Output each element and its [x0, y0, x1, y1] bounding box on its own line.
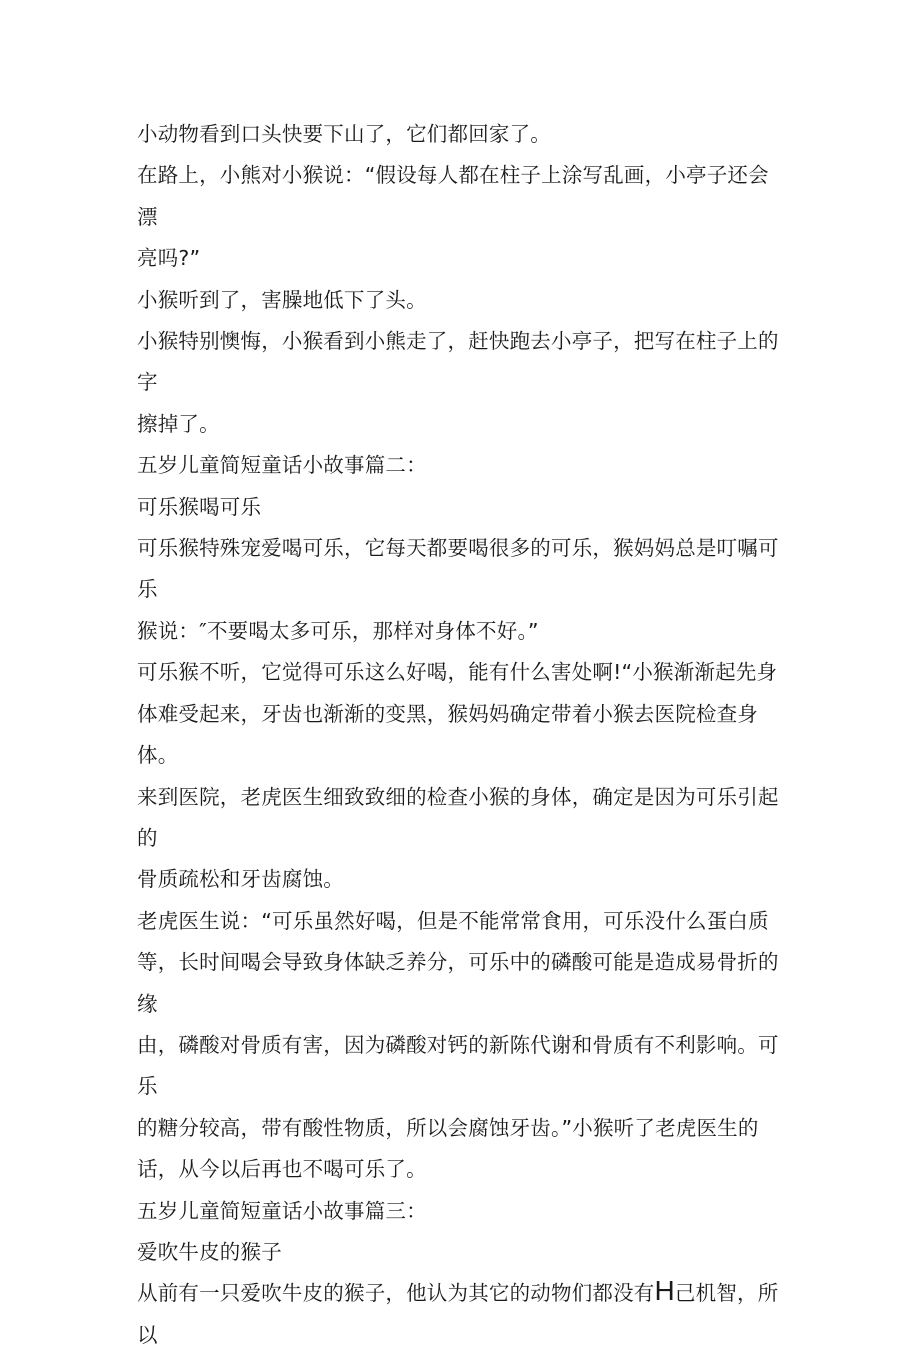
paragraph-sunset	[137, 114, 787, 155]
text-line: 体难受起来，牙齿也渐渐的变黑，猴妈妈确定带着小猴去医院检查身体。	[137, 701, 758, 768]
text-line: 亮吗?”	[137, 246, 201, 271]
story-title-boastful-monkey	[137, 1232, 787, 1273]
text-line: 小动物看到口头快要下山了，它们都回家了。	[137, 122, 551, 146]
paragraph-bear-question	[137, 155, 787, 279]
paragraph-boastful-intro	[137, 1273, 787, 1356]
text-line: 老虎医生说：“可乐虽然好喝，但是不能常常食用，可乐没什么蛋白质	[137, 908, 769, 933]
text-line: 五岁儿童简短童话小故事篇二：	[137, 453, 427, 478]
paragraph-monkey-regret	[137, 321, 787, 445]
paragraph-cola-love	[137, 528, 787, 652]
text-line: 骨质疏松和牙齿腐蚀。	[137, 867, 344, 892]
text-line: 五岁儿童简短童话小故事篇三：	[137, 1198, 427, 1223]
paragraph-monkey-ashamed	[137, 280, 787, 321]
text-line: 己机智，所以	[137, 1281, 779, 1347]
text-line: 小猴特别懊悔，小猴看到小熊走了，赶快跑去小亭子，把写在柱子上的字	[137, 329, 779, 395]
text-line: 的糖分较高，带有酸性物质，所以会腐蚀牙齿。”小猴听了老虎医生的	[137, 1115, 759, 1140]
section-heading-story-two	[137, 445, 787, 486]
text-line: 从前有一只爱吹牛皮的猴子，他认为其它的动物们都没有	[137, 1281, 655, 1306]
story-title-cola-monkey	[137, 487, 787, 528]
text-line: 可乐猴特殊宠爱喝可乐，它每天都要喝很多的可乐，猴妈妈总是叮嘱可乐	[137, 536, 779, 602]
text-line: 可乐猴喝可乐	[137, 494, 262, 519]
text-line: 猴说：″不要喝太多可乐，那样对身体不好。”	[137, 618, 539, 643]
paragraph-doctor-advice	[137, 901, 787, 1191]
document-body	[137, 114, 787, 1356]
text-line: 等，长时间喝会导致身体缺乏养分，可乐中的磷酸可能是造成易骨折的缘	[137, 950, 779, 1016]
text-line: 由，磷酸对骨质有害，因为磷酸对钙的新陈代谢和骨质有不利影响。可乐	[137, 1032, 779, 1099]
text-line: 话，从今以后再也不喝可乐了。	[137, 1157, 427, 1182]
text-line: 在路上，小熊对小猴说：“假设每人都在柱子上涂写乱画，小亭子还会漂	[137, 163, 769, 229]
section-heading-story-three	[137, 1191, 787, 1232]
text-line: 来到医院，老虎医生细致致细的检查小猴的身体，确定是因为可乐引起的	[137, 784, 779, 850]
text-line: 小猴听到了，害臊地低下了头。	[137, 287, 427, 312]
paragraph-hospital-visit	[137, 652, 787, 900]
text-line: 可乐猴不听，它觉得可乐这么好喝，能有什么害处啊!“小猴渐渐起先身	[137, 660, 778, 685]
text-line: 擦掉了。	[137, 411, 220, 436]
ocr-artifact-letter: H	[654, 1275, 675, 1307]
text-line: 爱吹牛皮的猴子	[137, 1239, 282, 1264]
